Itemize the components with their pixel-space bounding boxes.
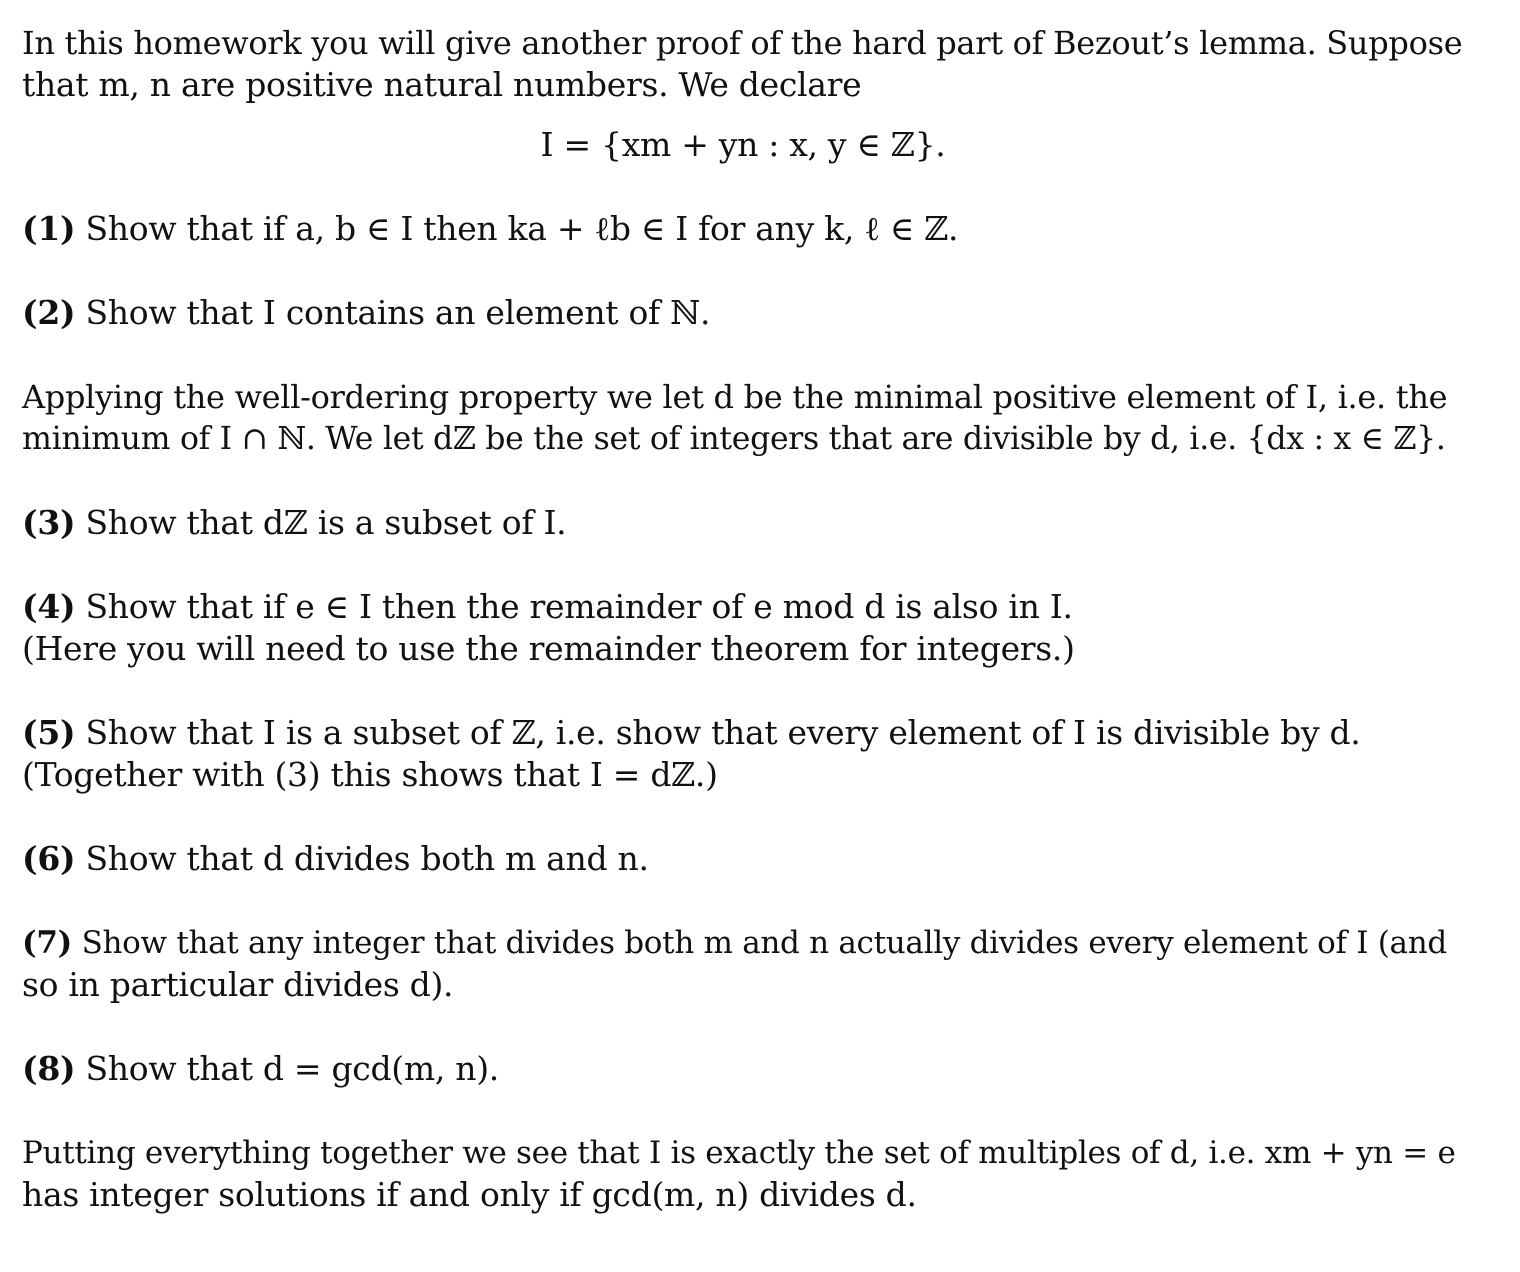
item-7-number: (7) bbox=[22, 925, 73, 961]
item-8-number: (8) bbox=[22, 1049, 76, 1088]
item-6 bbox=[22, 838, 1464, 880]
item-7 bbox=[22, 922, 1464, 964]
item-2-number: (2) bbox=[22, 293, 76, 332]
item-8-text: Show that d = gcd(m, n). bbox=[85, 1049, 499, 1088]
conclusion-line-1: Putting everything together we see that I is exactly the set of multiples of d, i.e. xm + yn = e bbox=[22, 1135, 1456, 1171]
item-2-text: Show that I contains an element of ℕ. bbox=[85, 293, 711, 332]
item-3 bbox=[22, 502, 1464, 544]
item-5 bbox=[22, 712, 1464, 754]
item-4-number: (4) bbox=[22, 587, 76, 626]
item-4 bbox=[22, 586, 1464, 628]
item-1-number: (1) bbox=[22, 209, 76, 248]
item-7-continuation: so in particular divides d). bbox=[22, 965, 454, 1004]
item-3-number: (3) bbox=[22, 503, 76, 542]
item-2 bbox=[22, 292, 1464, 334]
item-4-text: Show that if e ∈ I then the remainder of e mod d is also in I. bbox=[85, 587, 1073, 626]
item-3-text: Show that dℤ is a subset of I. bbox=[85, 503, 567, 542]
item-8 bbox=[22, 1048, 1464, 1090]
applying-line-1: Applying the well-ordering property we let d be the minimal positive element of I, i.e. the bbox=[22, 378, 1448, 416]
applying-line-2: minimum of I ∩ ℕ. We let dℤ be the set of integers that are divisible by d, i.e. {dx : x ∈ ℤ}. bbox=[22, 421, 1446, 457]
item-6-number: (6) bbox=[22, 839, 76, 878]
item-7-text: Show that any integer that divides both m and n actually divides every element of I (and bbox=[81, 925, 1447, 961]
item-1-text: Show that if a, b ∈ I then ka + ℓb ∈ I for any k, ℓ ∈ ℤ. bbox=[85, 209, 959, 248]
set-definition-equation: I = {xm + yn : x, y ∈ ℤ}. bbox=[540, 125, 946, 164]
intro-line-1: In this homework you will give another proof of the hard part of Bezout’s lemma. Suppose bbox=[22, 24, 1463, 62]
item-5-note: (Together with (3) this shows that I = dℤ.) bbox=[22, 755, 718, 794]
conclusion-line-2: has integer solutions if and only if gcd(m, n) divides d. bbox=[22, 1175, 917, 1214]
item-6-text: Show that d divides both m and n. bbox=[85, 839, 649, 878]
item-5-number: (5) bbox=[22, 713, 76, 752]
homework-document bbox=[22, 22, 1464, 1216]
intro-line-2: that m, n are positive natural numbers. We declare bbox=[22, 65, 862, 104]
item-1 bbox=[22, 208, 1464, 250]
item-4-note: (Here you will need to use the remainder theorem for integers.) bbox=[22, 629, 1075, 668]
item-5-text: Show that I is a subset of ℤ, i.e. show that every element of I is divisible by d. bbox=[85, 713, 1361, 752]
